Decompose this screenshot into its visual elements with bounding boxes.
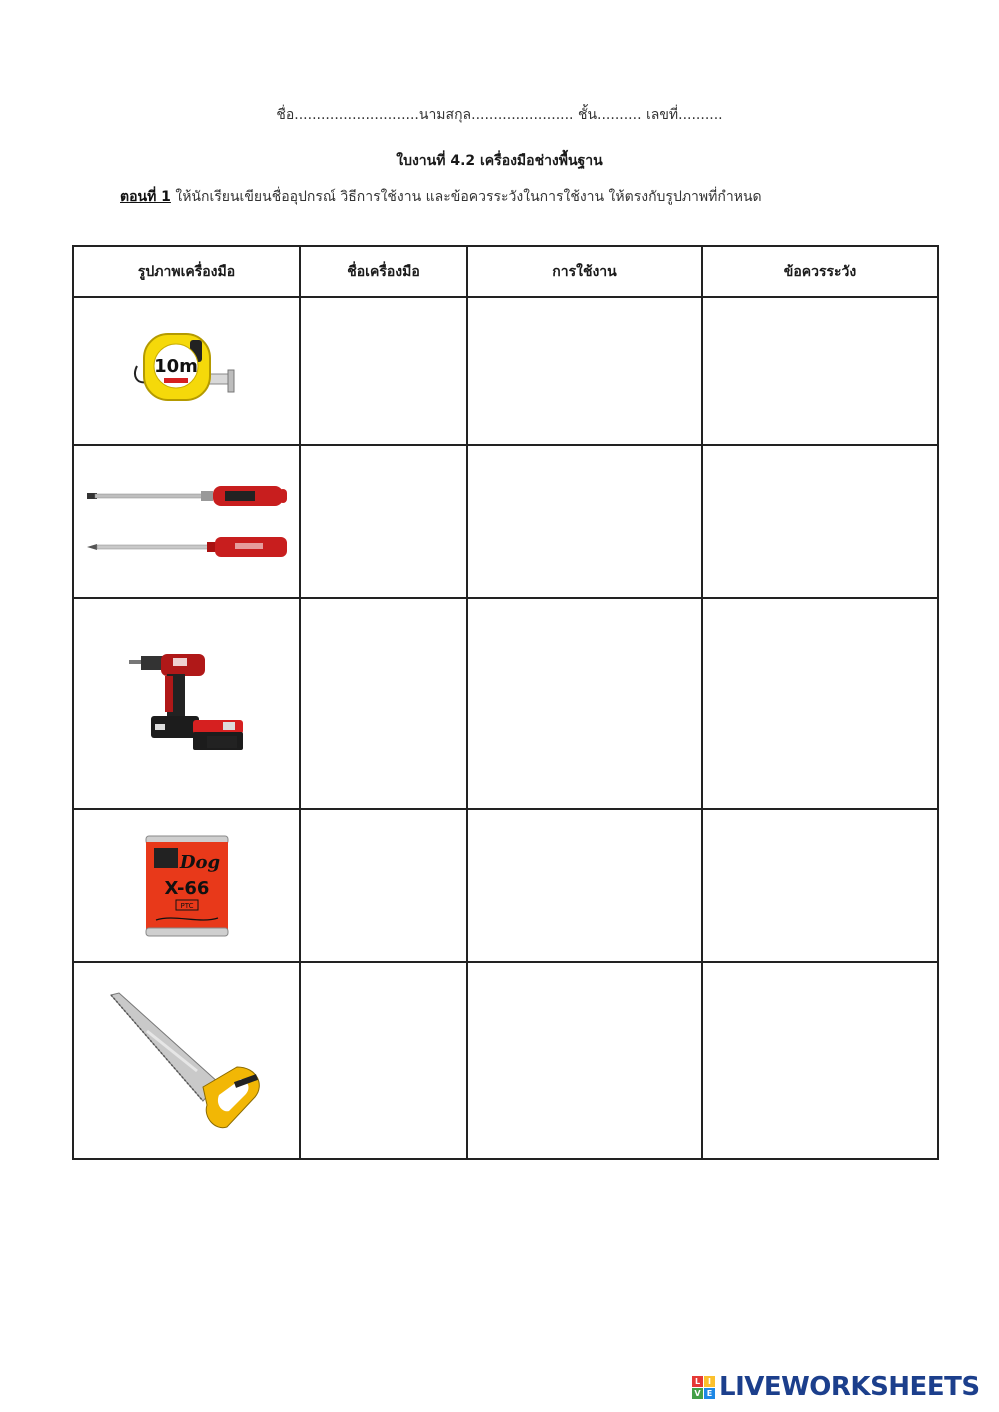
table-header-row: [73, 246, 938, 297]
worksheet-title: ใบงานที่ 4.2 เครื่องมือช่างพื้นฐาน: [396, 153, 603, 169]
tool-name-cell[interactable]: [300, 962, 467, 1159]
table-row: [73, 962, 938, 1159]
brand-name: LIVEWORKSHEETS: [719, 1372, 980, 1402]
can-product-label: X-66: [164, 877, 209, 899]
column-header-name: ชื่อเครื่องมือ: [300, 246, 467, 297]
liveworksheets-brand: [692, 1372, 980, 1402]
tool-image-cell: [73, 598, 300, 809]
tool-name-cell[interactable]: [300, 297, 467, 445]
cordless-drill-icon: [127, 654, 247, 754]
adhesive-can-icon: [144, 834, 230, 938]
tool-name-cell[interactable]: [300, 809, 467, 962]
table-row: [73, 598, 938, 809]
column-header-caution: ข้อควรระวัง: [702, 246, 938, 297]
tool-name-cell[interactable]: [300, 598, 467, 809]
tool-usage-cell[interactable]: [467, 598, 702, 809]
tool-image-cell: [73, 445, 300, 598]
tape-measure-icon: [132, 326, 242, 416]
tool-caution-cell[interactable]: [702, 445, 938, 598]
tool-caution-cell[interactable]: [702, 962, 938, 1159]
part-label: ตอนที่ 1: [120, 189, 171, 205]
tool-caution-cell[interactable]: [702, 297, 938, 445]
student-info-line: ชื่อ............................นามสกุล....................... ชั้น.......... เลขที่..........: [276, 107, 723, 123]
tool-usage-cell[interactable]: [467, 962, 702, 1159]
column-header-usage: การใช้งาน: [467, 246, 702, 297]
tools-table: [72, 245, 939, 1160]
tool-caution-cell[interactable]: [702, 598, 938, 809]
column-header-image: รูปภาพเครื่องมือ: [73, 246, 300, 297]
table-row: [73, 445, 938, 598]
screwdrivers-icon: [85, 477, 289, 567]
can-brand: Dog: [179, 851, 220, 873]
hand-saw-icon: [107, 991, 267, 1131]
tool-image-cell: [73, 809, 300, 962]
tape-label: 10m: [153, 356, 198, 377]
table-row: [73, 297, 938, 445]
tool-usage-cell[interactable]: [467, 809, 702, 962]
table-row: [73, 809, 938, 962]
tool-usage-cell[interactable]: [467, 297, 702, 445]
tool-image-cell: [73, 297, 300, 445]
tool-caution-cell[interactable]: [702, 809, 938, 962]
tool-usage-cell[interactable]: [467, 445, 702, 598]
tool-image-cell: [73, 962, 300, 1159]
instruction-text: [120, 186, 980, 208]
liveworksheets-logo-icon: L I V E: [692, 1376, 715, 1399]
instruction-body: ให้นักเรียนเขียนชื่ออุปกรณ์ วิธีการใช้งาน และข้อควรระวังในการใช้งาน ให้ตรงกับรูปภาพที่กำหนด: [170, 189, 762, 205]
can-sub-label: PTC: [180, 901, 193, 910]
tool-name-cell[interactable]: [300, 445, 467, 598]
